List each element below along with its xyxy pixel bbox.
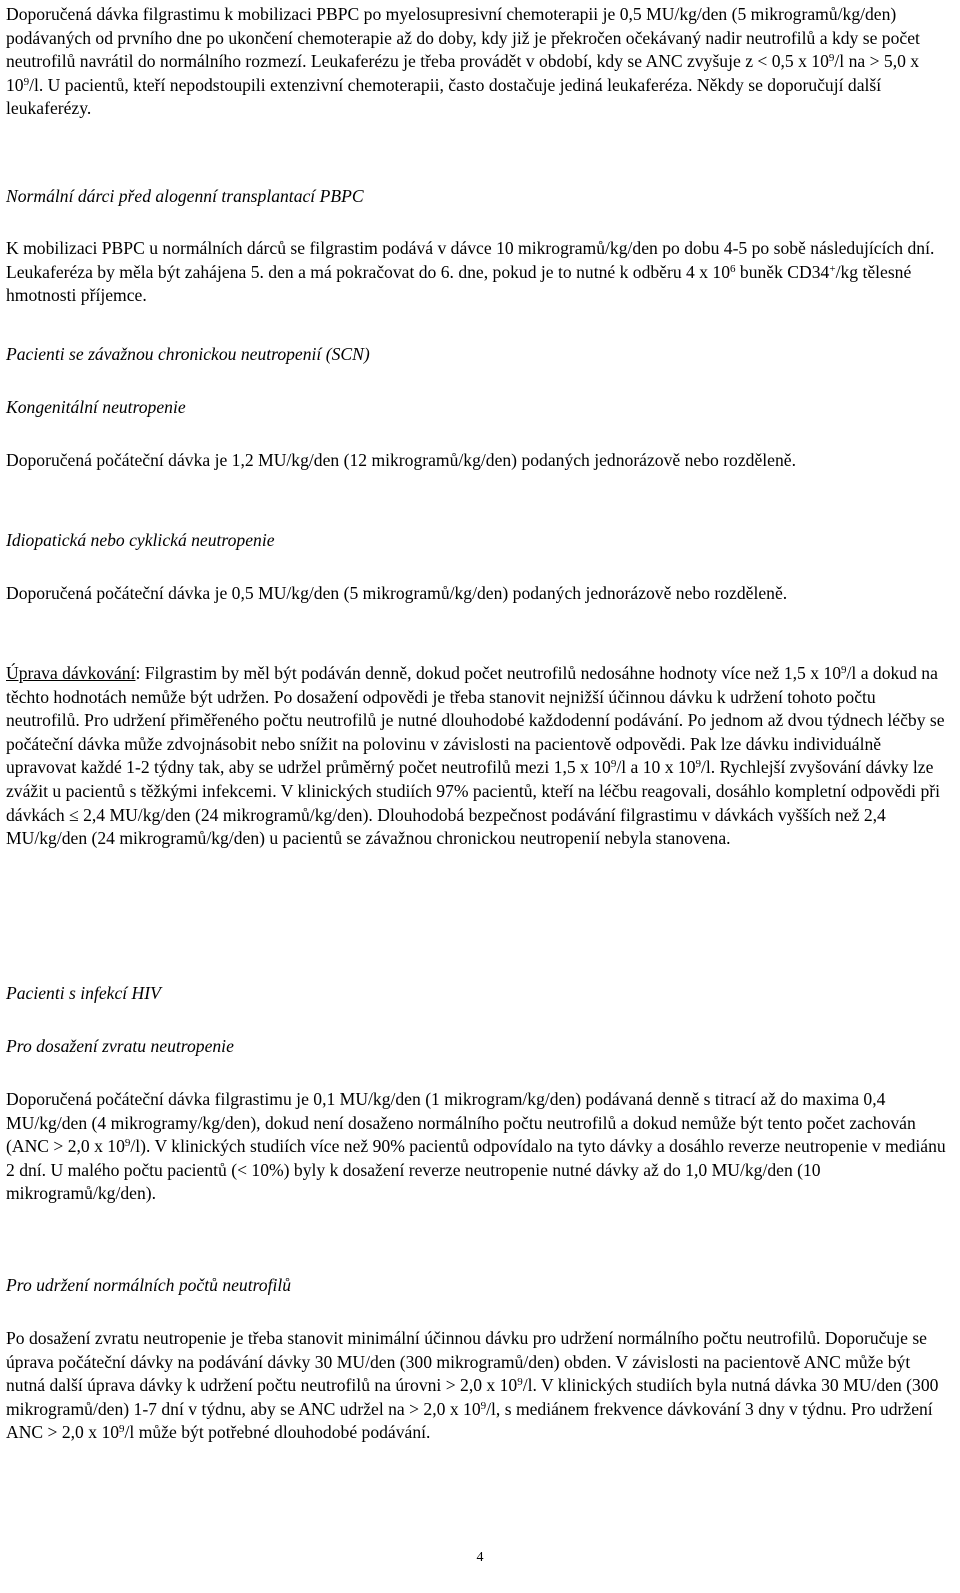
superscript: + bbox=[829, 262, 836, 275]
heading-hiv-patients: Pacienti s infekcí HIV bbox=[6, 983, 161, 1003]
superscript: 9 bbox=[828, 52, 835, 65]
superscript: 9 bbox=[124, 1137, 131, 1150]
superscript: 6 bbox=[730, 262, 736, 275]
paragraph-normal-donors bbox=[6, 237, 946, 308]
heading-normal-donors: Normální dárci před alogenní transplantací PBPC bbox=[6, 186, 364, 206]
superscript: 9 bbox=[480, 1399, 487, 1412]
text-run: /l. U pacientů, kteří nepodstoupili extenzivní chemoterapii, často dostačuje jediná leukaferéza. Někdy se doporučují další leukaferézy. bbox=[6, 74, 882, 119]
page-number: 4 bbox=[476, 1550, 484, 1565]
text-run: /l. Rychlejší zvyšování dávky lze zvážit u pacientů s těžkými infekcemi. V klinických studiích 97% pacientů, kteří na léčbu reagovali, dosáhlo kompletní odpovědi při dávkách bbox=[6, 757, 941, 825]
text-run: Po dosažení zvratu neutropenie je třeba stanovit minimální účinnou dávku pro udržení normálního počtu neutrofilů. Doporučuje se úprava počáteční dávky na podávání dávky 30 MU/den (300 mikrogramů/den) obden. V závislosti na pacientově ANC může být nutná další úprava dávky k udržení počtu neutrofilů na úrovni > 2,0 x 10 bbox=[6, 1328, 927, 1396]
superscript: 9 bbox=[23, 75, 30, 88]
text-run: 2,4 MU/kg/den (24 mikrogramů/kg/den). Dlouhodobá bezpečnost podávání filgrastimu v dávkách vyšších než 2,4 MU/kg/den (24 mikrogramů/kg/den) u pacientů se závažnou chronickou neutropenií nebyla stanovena. bbox=[6, 804, 886, 849]
superscript: 9 bbox=[119, 1423, 125, 1436]
text-run: /l na > 5,0 x 10 bbox=[6, 51, 920, 95]
superscript: 9 bbox=[517, 1376, 523, 1389]
text-run: /l, s mediánem frekvence dávkování 3 dny v týdnu. Pro udržení ANC > 2,0 x 10 bbox=[6, 1398, 933, 1443]
dose-adjustment-label: Úprava dávkování bbox=[6, 663, 136, 683]
paragraph-congenital-dose: Doporučená počáteční dávka je 1,2 MU/kg/den (12 mikrogramů/kg/den) podaných jednorázově nebo rozděleně. bbox=[6, 450, 796, 470]
text-run: /l a 10 x 10 bbox=[616, 757, 696, 778]
less-or-equal-symbol: ≤ bbox=[69, 804, 79, 825]
text-run: /l). V klinických studiích více než 90% pacientů odpovídalo na tyto dávky a dosáhlo reverze neutropenie v mediánu 2 dní. U malého počtu pacientů (< 10%) byly k dosažení reverze neutropenie nutné dávky až do 1,0 MU/kg/den (10 mikrogramů/kg/den). bbox=[6, 1136, 946, 1204]
superscript: 9 bbox=[841, 664, 847, 676]
text-run: /l může být potřebné dlouhodobé podávání. bbox=[124, 1422, 431, 1443]
paragraph-pbpc-mobilization bbox=[6, 3, 946, 121]
superscript: 9 bbox=[695, 758, 702, 771]
paragraph-neutropenia-reversal bbox=[6, 1088, 946, 1206]
text-run: /l. V klinických studiích byla nutná dávka 30 MU/den (300 mikrogramů/den) 1-7 dní v týdnu, aby se ANC udržel na > 2,0 x 10 bbox=[6, 1375, 939, 1419]
heading-maintenance: Pro udržení normálních počtů neutrofilů bbox=[6, 1275, 292, 1295]
paragraph-maintenance bbox=[6, 1327, 946, 1445]
text-run: K mobilizaci PBPC u normálních dárců se filgrastim podává v dávce 10 mikrogramů/kg/den po dobu 4-5 po sobě následujících dní. Leukaferéza by měla být zahájena 5. den a má pokračovat do 6. dne, pokud je to nutné k odběru 4 x 10 bbox=[6, 238, 935, 282]
heading-neutropenia-reversal: Pro dosažení zvratu neutropenie bbox=[6, 1036, 234, 1056]
text-run: : Filgrastim by měl být podáván denně, dokud počet neutrofilů nedosáhne hodnoty více než 1,5 x 10 bbox=[135, 663, 842, 683]
paragraph-idiopathic-dose: Doporučená počáteční dávka je 0,5 MU/kg/den (5 mikrogramů/kg/den) podaných jednorázově nebo rozděleně. bbox=[6, 583, 788, 603]
text-run: /kg tělesné hmotnosti příjemce. bbox=[6, 261, 912, 306]
paragraph-dose-adjustment bbox=[6, 662, 946, 851]
text-run: Doporučená dávka filgrastimu k mobilizaci PBPC po myelosupresivní chemoterapii je 0,5 MU/kg/den (5 mikrogramů/kg/den) podávaných od prvního dne po ukončení chemoterapie až do doby, kdy již je překročen očekávaný nadir neutrofilů a kdy se počet neutrofilů navrátil do normálního rozmezí. Leukaferézu je třeba provádět v období, kdy se ANC zvyšuje z < 0,5 x 10 bbox=[6, 4, 920, 72]
text-run: Doporučená počáteční dávka filgrastimu je 0,1 MU/kg/den (1 mikrogram/kg/den) podávaná denně s titrací až do maxima 0,4 MU/kg/den (4 mikrogramy/kg/den), dokud není dosaženo normálního počtu neutrofilů a dokud nemůže být tento počet zachován (ANC > 2,0 x 10 bbox=[6, 1089, 916, 1157]
heading-congenital-neutropenia: Kongenitální neutropenie bbox=[6, 397, 186, 417]
heading-scn: Pacienti se závažnou chronickou neutropenií (SCN) bbox=[6, 344, 370, 364]
superscript: 9 bbox=[610, 758, 617, 771]
text-run: buněk CD34 bbox=[735, 261, 830, 282]
text-run: /l a dokud na těchto hodnotách nemůže být udržen. Po dosažení odpovědi je třeba stanovit nejnižší účinnou dávku k udržení tohoto počtu neutrofilů. Pro udržení přiměřeného počtu neutrofilů je nutné dlouhodobé každodenní podávání. Po jednom až dvou týdnech léčby se počáteční dávka může zdvojnásobit nebo snížit na polovinu v závislosti na pacientově odpovědi. Pak lze dávku individuálně upravovat každé 1-2 týdny tak, aby se udržel průměrný počet neutrofilů mezi 1,5 x 10 bbox=[6, 663, 945, 778]
heading-idiopathic-neutropenia: Idiopatická nebo cyklická neutropenie bbox=[6, 530, 275, 550]
